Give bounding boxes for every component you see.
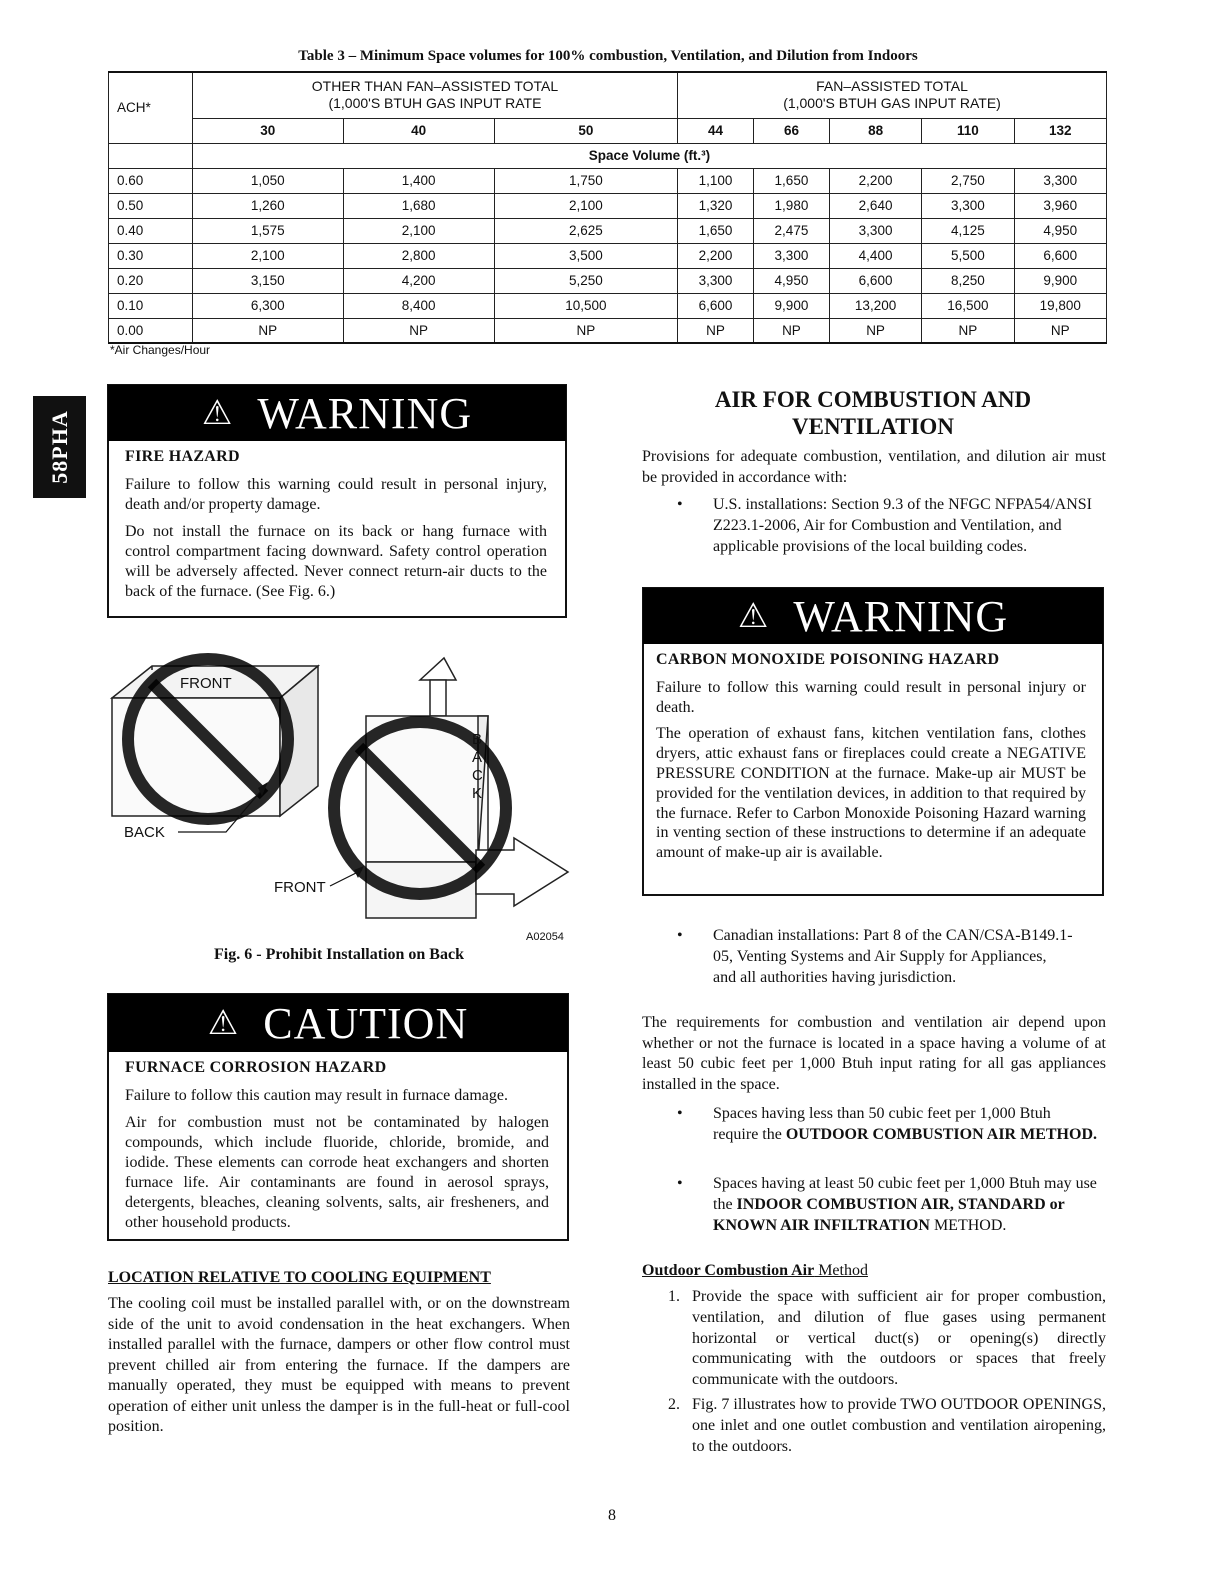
space-volume-label: Space Volume (ft.³) bbox=[192, 143, 1106, 168]
ach-header: ACH* bbox=[109, 72, 193, 143]
column-header: 66 bbox=[753, 118, 829, 143]
warning-triangle-icon: ⚠ bbox=[737, 598, 770, 635]
warning-paragraph: Failure to follow this warning could result in personal injury, death and/or property damage. bbox=[125, 476, 547, 513]
volume-cell: 19,800 bbox=[1014, 293, 1106, 318]
numbered-item-2: 2. Fig. 7 illustrates how to provide TWO OUTDOOR OPENINGS, one inlet and one outlet combustion and ventilation airopening, to the outdoors. bbox=[668, 1396, 1106, 1455]
volume-cell: NP bbox=[753, 318, 829, 343]
volume-cell: 4,200 bbox=[343, 268, 494, 293]
column-header: 44 bbox=[678, 118, 754, 143]
volume-cell: 2,750 bbox=[922, 168, 1014, 193]
volume-cell: 8,250 bbox=[922, 268, 1014, 293]
group-fan-line1: FAN–ASSISTED TOTAL bbox=[816, 78, 968, 95]
numbered-item-1: 1. Provide the space with sufficient air for proper combustion, ventilation, and dilution of flue gases using permanent horizontal or vertical duct(s) or opening(s) directly communicating with the outdoors or spaces that freely communicate with the outdoors. bbox=[668, 1288, 1106, 1389]
ach-cell: 0.40 bbox=[109, 218, 193, 243]
volume-cell: 6,600 bbox=[678, 293, 754, 318]
column-header: 110 bbox=[922, 118, 1014, 143]
table-row bbox=[109, 218, 1107, 243]
volume-cell: 6,300 bbox=[192, 293, 343, 318]
side-tab bbox=[33, 396, 86, 498]
label-back-vertical bbox=[472, 731, 483, 802]
bullet-dot-icon: • bbox=[677, 496, 683, 513]
warning-paragraph: The operation of exhaust fans, kitchen ventilation fans, clothes dryers, attic exhaust fans or fireplaces could create a NEGATIVE PRESSURE CONDITION at the furnace. Make-up air MUST be provided for the ventilation devices, in addition to that required by the furnace. Refer to Carbon Monoxide Poisoning Hazard warning in venting section of these instructions to determine if an adequate amount of make-up air is available. bbox=[656, 725, 1086, 862]
svg-text:A: A bbox=[472, 749, 483, 766]
corrosion-caution bbox=[107, 993, 569, 1241]
ach-cell: 0.00 bbox=[109, 318, 193, 343]
volume-cell: 2,100 bbox=[192, 243, 343, 268]
volume-cell: NP bbox=[192, 318, 343, 343]
volume-cell: 16,500 bbox=[922, 293, 1014, 318]
volume-cell: 1,260 bbox=[192, 193, 343, 218]
column-header: 88 bbox=[829, 118, 921, 143]
group-other-line2: (1,000'S BTUH GAS INPUT RATE bbox=[328, 95, 542, 112]
volume-cell: 3,960 bbox=[1014, 193, 1106, 218]
location-heading: LOCATION RELATIVE TO COOLING EQUIPMENT bbox=[108, 1269, 491, 1286]
volume-cell: 2,200 bbox=[829, 168, 921, 193]
figure-code: A02054 bbox=[526, 931, 564, 943]
volume-cell: 2,800 bbox=[343, 243, 494, 268]
volume-cell: 6,600 bbox=[829, 268, 921, 293]
volume-cell: 1,575 bbox=[192, 218, 343, 243]
volume-cell: 5,500 bbox=[922, 243, 1014, 268]
label-front-top: FRONT bbox=[180, 675, 232, 692]
svg-text:K: K bbox=[472, 785, 483, 802]
warning-header bbox=[108, 385, 566, 441]
volume-cell: 6,600 bbox=[1014, 243, 1106, 268]
warning-label: WARNING bbox=[793, 591, 1009, 641]
bullet-dot-icon: • bbox=[677, 1105, 683, 1122]
bullet-canada: • Canadian installations: Part 8 of the CAN/CSA-B149.1-05, Venting Systems and Air Supply for Appliances, and all authorities having jurisdiction. bbox=[677, 927, 1073, 986]
volume-cell: 5,250 bbox=[494, 268, 677, 293]
warning-label: WARNING bbox=[257, 388, 473, 438]
warning-triangle-icon: ⚠ bbox=[201, 395, 234, 432]
warning-header bbox=[643, 588, 1103, 644]
figure-caption: Fig. 6 - Prohibit Installation on Back bbox=[214, 946, 464, 963]
volume-cell: 1,980 bbox=[753, 193, 829, 218]
group-header-other bbox=[192, 72, 677, 118]
volume-cell: 8,400 bbox=[343, 293, 494, 318]
volume-cell: 3,150 bbox=[192, 268, 343, 293]
volume-cell: 4,400 bbox=[829, 243, 921, 268]
svg-text:C: C bbox=[472, 767, 483, 784]
volume-cell: NP bbox=[678, 318, 754, 343]
volume-cell: 3,300 bbox=[753, 243, 829, 268]
group-other-line1: OTHER THAN FAN–ASSISTED TOTAL bbox=[311, 78, 559, 95]
volume-cell: 2,475 bbox=[753, 218, 829, 243]
volume-cell: NP bbox=[922, 318, 1014, 343]
volume-cell: 2,100 bbox=[343, 218, 494, 243]
caution-label: CAUTION bbox=[263, 998, 469, 1048]
volume-cell: 3,300 bbox=[829, 218, 921, 243]
caution-paragraph: Air for combustion must not be contaminated by halogen compounds, which include fluoride, chloride, bromide, and iodide. These elements can corrode heat exchangers and shorten furnace life. Air contaminants are found in aerosol sprays, detergents, bleaches, cleaning solvents, salts, air fresheners, and other household products. bbox=[125, 1114, 549, 1231]
table-footnote: *Air Changes/Hour bbox=[110, 343, 211, 357]
table-row bbox=[109, 318, 1107, 343]
column-header: 132 bbox=[1014, 118, 1106, 143]
bullet-dot-icon: • bbox=[677, 1175, 683, 1192]
label-back-left: BACK bbox=[124, 824, 165, 841]
volume-cell: 9,900 bbox=[1014, 268, 1106, 293]
volume-cell: 4,950 bbox=[1014, 218, 1106, 243]
volume-cell: 4,125 bbox=[922, 218, 1014, 243]
svg-text:B: B bbox=[472, 731, 483, 748]
volume-cell: NP bbox=[343, 318, 494, 343]
volume-cell: 3,500 bbox=[494, 243, 677, 268]
air-section-heading: AIR FOR COMBUSTION AND VENTILATION bbox=[714, 387, 1032, 439]
volume-cell: 2,625 bbox=[494, 218, 677, 243]
warning-paragraph: Do not install the furnace on its back or hang furnace with control compartment facing downward. Safety control operation will be adversely affected. Never connect return-air ducts to the back of the furnace. (See Fig. 6.) bbox=[125, 523, 547, 600]
fire-hazard-warning bbox=[107, 384, 567, 618]
volume-cell: 9,900 bbox=[753, 293, 829, 318]
volume-cell: 3,300 bbox=[678, 268, 754, 293]
volume-cell: 1,050 bbox=[192, 168, 343, 193]
warning-paragraph: Failure to follow this warning could result in personal injury or death. bbox=[656, 678, 1086, 716]
column-header: 30 bbox=[192, 118, 343, 143]
side-tab-label: 58PHA bbox=[46, 410, 72, 484]
ach-cell: 0.60 bbox=[109, 168, 193, 193]
warning-triangle-icon: ⚠ bbox=[207, 1005, 240, 1042]
column-header: 50 bbox=[494, 118, 677, 143]
volume-cell: 2,200 bbox=[678, 243, 754, 268]
warning-title: FIRE HAZARD bbox=[125, 448, 240, 465]
volume-cell: 1,100 bbox=[678, 168, 754, 193]
table-row bbox=[109, 268, 1107, 293]
volume-cell: 1,750 bbox=[494, 168, 677, 193]
caution-header bbox=[108, 994, 568, 1052]
volume-cell: 1,400 bbox=[343, 168, 494, 193]
outdoor-air-heading: Outdoor Combustion Air Method bbox=[642, 1262, 868, 1279]
volume-cell: 10,500 bbox=[494, 293, 677, 318]
location-body: The cooling coil must be installed parallel with, or on the downstream side of the unit to avoid condensation in the heat exchangers. When installed parallel with the furnace, dampers or other flow control must prevent chilled air from entering the furnace. If the dampers are manually operated, they must be equipped with means to prevent operation of either unit unless the damper is in the full-heat or full-cool position. bbox=[108, 1295, 570, 1435]
volume-cell: 1,650 bbox=[753, 168, 829, 193]
volume-cell: NP bbox=[829, 318, 921, 343]
bullet-at-least-50: • Spaces having at least 50 cubic feet per 1,000 Btuh may use the INDOOR COMBUSTION AIR, STANDARD or KNOWN AIR INFILTRATION METHOD. bbox=[677, 1175, 1097, 1234]
ach-cell: 0.50 bbox=[109, 193, 193, 218]
air-requirements: The requirements for combustion and ventilation air depend upon whether or not the furnace is located in a space having a volume of at least 50 cubic feet per 1,000 Btuh input rating for all gas appliances installed in the space. bbox=[642, 1014, 1106, 1093]
label-front-bottom: FRONT bbox=[274, 879, 326, 896]
volume-cell: 3,300 bbox=[922, 193, 1014, 218]
ach-cell: 0.20 bbox=[109, 268, 193, 293]
table-row bbox=[109, 168, 1107, 193]
volume-cell: NP bbox=[1014, 318, 1106, 343]
co-poisoning-warning bbox=[642, 587, 1104, 896]
bullet-less-than-50: • Spaces having less than 50 cubic feet per 1,000 Btuh require the OUTDOOR COMBUSTION AIR METHOD. bbox=[677, 1105, 1097, 1143]
caution-title: FURNACE CORROSION HAZARD bbox=[125, 1059, 387, 1076]
volume-cell: 2,640 bbox=[829, 193, 921, 218]
ach-cell: 0.30 bbox=[109, 243, 193, 268]
blank-cell bbox=[109, 143, 193, 168]
ach-cell: 0.10 bbox=[109, 293, 193, 318]
table-row bbox=[109, 293, 1107, 318]
bullet-us: • U.S. installations: Section 9.3 of the NFGC NFPA54/ANSI Z223.1-2006, Air for Combustion and Ventilation, and applicable provisions of the local building codes. bbox=[677, 496, 1092, 555]
space-volume-table bbox=[108, 71, 1107, 344]
table-row bbox=[109, 243, 1107, 268]
volume-cell: 4,950 bbox=[753, 268, 829, 293]
volume-cell: 3,300 bbox=[1014, 168, 1106, 193]
volume-cell: NP bbox=[494, 318, 677, 343]
group-header-fan bbox=[678, 72, 1107, 118]
warning-title: CARBON MONOXIDE POISONING HAZARD bbox=[656, 651, 1000, 668]
group-fan-line2: (1,000'S BTUH GAS INPUT RATE) bbox=[783, 95, 1001, 112]
volume-cell: 1,320 bbox=[678, 193, 754, 218]
volume-cell: 1,680 bbox=[343, 193, 494, 218]
volume-cell: 2,100 bbox=[494, 193, 677, 218]
air-intro: Provisions for adequate combustion, ventilation, and dilution air must be provided in accordance with: bbox=[642, 448, 1106, 486]
volume-cell: 1,650 bbox=[678, 218, 754, 243]
volume-cell: 13,200 bbox=[829, 293, 921, 318]
column-header: 40 bbox=[343, 118, 494, 143]
caution-paragraph: Failure to follow this caution may result in furnace damage. bbox=[125, 1087, 508, 1104]
figure-prohibit-install-on-back bbox=[108, 640, 570, 945]
bullet-dot-icon: • bbox=[677, 927, 683, 944]
page-number: 8 bbox=[608, 1507, 616, 1524]
table-row bbox=[109, 193, 1107, 218]
table-caption: Table 3 – Minimum Space volumes for 100% combustion, Ventilation, and Dilution from Indoors bbox=[298, 48, 918, 64]
